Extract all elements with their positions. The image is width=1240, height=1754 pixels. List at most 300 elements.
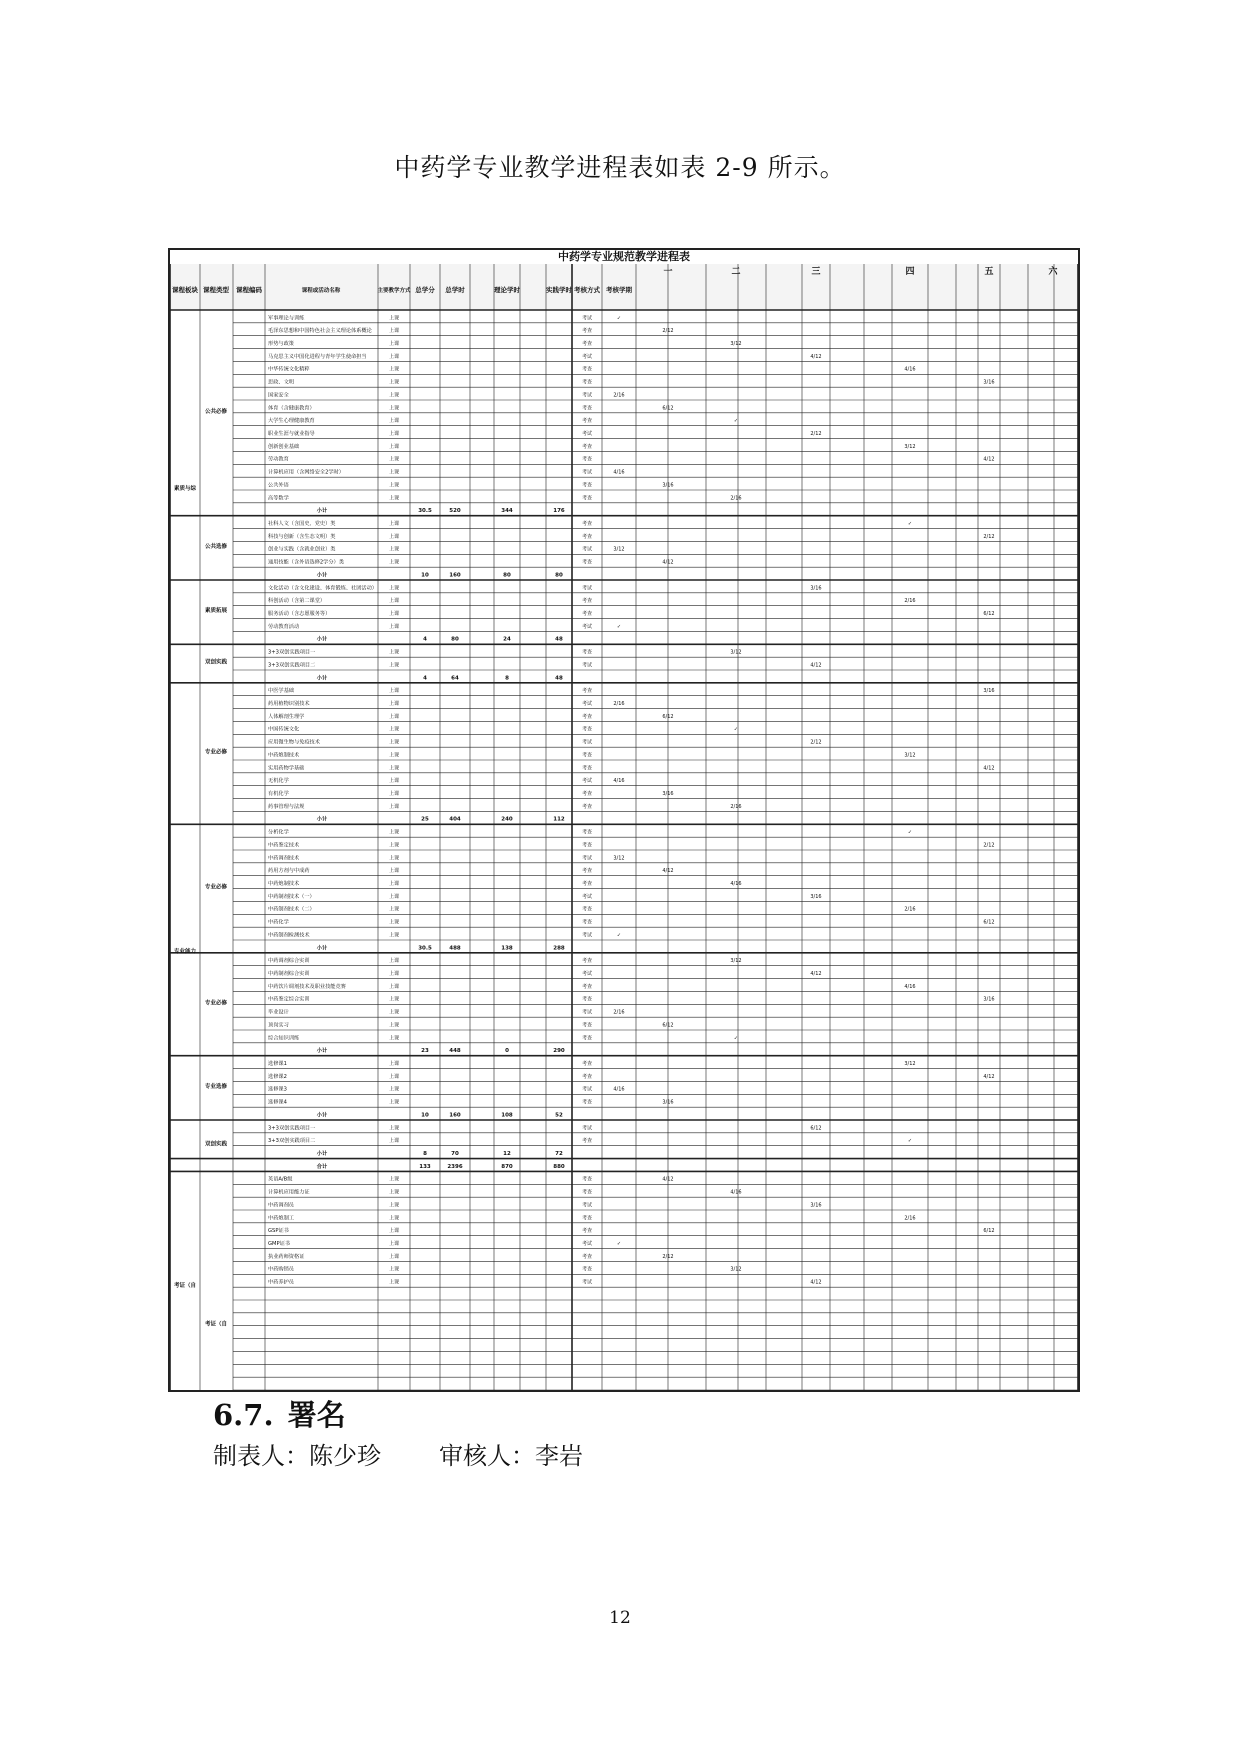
term-mark: 2/16 <box>613 1009 625 1016</box>
teaching-method: 上课 <box>388 1125 400 1132</box>
teaching-schedule-table <box>168 248 1080 1392</box>
term-mark: 6/12 <box>662 1022 674 1029</box>
term-mark: 2/16 <box>613 392 625 399</box>
exam-type: 考试 <box>581 1009 593 1016</box>
teaching-method: 上课 <box>388 790 400 797</box>
course-name: 选修课2 <box>268 1073 287 1080</box>
exam-type: 考查 <box>581 983 593 990</box>
exam-type: 考查 <box>581 610 593 617</box>
course-name: 药事管理与法规 <box>268 803 305 810</box>
course-name: 中国传统文化 <box>268 726 300 733</box>
subtotal-credits: 10 <box>421 1112 429 1119</box>
header-13: 二 <box>731 267 741 277</box>
term-mark: 3/16 <box>810 585 822 592</box>
term-mark: ✓ <box>616 932 622 939</box>
teaching-method: 上课 <box>388 1086 400 1093</box>
term-mark: 4/12 <box>662 559 674 566</box>
term-mark: 2/16 <box>904 1215 916 1222</box>
subtotal-hours: 160 <box>449 572 461 579</box>
subtotal-credits: 10 <box>421 572 429 579</box>
exam-type: 考查 <box>581 752 593 759</box>
term-mark: 3/12 <box>730 958 742 965</box>
exam-type: 考查 <box>581 456 593 463</box>
term-mark: 4/16 <box>730 1189 742 1196</box>
exam-type: 考查 <box>581 1060 593 1067</box>
term-mark: 3/12 <box>904 1060 916 1067</box>
term-mark: 2/12 <box>983 533 995 540</box>
term-mark: 4/12 <box>662 868 674 875</box>
section-label: 专业必修 <box>204 1000 228 1007</box>
teaching-method: 上课 <box>388 713 400 720</box>
teaching-method: 上课 <box>388 1189 400 1196</box>
subtotal-practice: 880 <box>553 1163 565 1170</box>
course-name: 人体解剖生理学 <box>268 713 305 720</box>
course-name: 马克思主义中国化进程与青年学生使命担当 <box>268 353 367 360</box>
subtotal-hours: 80 <box>451 636 459 643</box>
teaching-method: 上课 <box>388 829 400 836</box>
term-mark: 4/12 <box>810 662 822 669</box>
teaching-method: 上课 <box>388 996 400 1003</box>
term-mark: 6/12 <box>983 919 995 926</box>
term-mark: 4/16 <box>613 778 625 785</box>
term-mark: 2/16 <box>904 906 916 913</box>
exam-type: 考查 <box>581 726 593 733</box>
exam-type: 考试 <box>581 1240 593 1247</box>
header-17: 六 <box>1048 267 1058 277</box>
block-label: 素质与综 <box>173 486 197 492</box>
course-name: 选修课4 <box>268 1099 287 1106</box>
term-mark: 2/16 <box>730 803 742 810</box>
term-mark: 4/12 <box>810 353 822 360</box>
header-11: 考核学期 <box>606 286 632 294</box>
term-mark: 3/16 <box>810 893 822 900</box>
intro-text: 中药学专业教学进程表如表 2-9 所示。 <box>394 153 846 182</box>
teaching-method: 上课 <box>388 880 400 887</box>
header-12: 一 <box>663 267 673 277</box>
exam-type: 考查 <box>581 1253 593 1260</box>
subtotal-practice: 176 <box>553 508 565 515</box>
teaching-method: 上课 <box>388 893 400 900</box>
subtotal-label: 小计 <box>316 945 328 952</box>
subtotal-practice: 80 <box>555 572 563 579</box>
exam-type: 考试 <box>581 700 593 707</box>
term-mark: 3/16 <box>983 996 995 1003</box>
teaching-method: 上课 <box>388 1279 400 1286</box>
exam-type: 考试 <box>581 893 593 900</box>
term-mark: ✓ <box>733 726 739 733</box>
term-mark: 4/12 <box>983 765 995 772</box>
course-name: 药用植物识别技术 <box>268 700 310 707</box>
subtotal-practice: 288 <box>553 945 565 952</box>
exam-type: 考试 <box>581 315 593 322</box>
course-name: 军事理论与训练 <box>268 315 305 322</box>
exam-type: 考查 <box>581 533 593 540</box>
teaching-method: 上课 <box>388 1035 400 1042</box>
teaching-method: 上课 <box>388 456 400 463</box>
exam-type: 考试 <box>581 585 593 592</box>
subtotal-practice: 48 <box>555 675 563 682</box>
course-name: 选修课1 <box>268 1060 287 1067</box>
course-name: GSP证书 <box>268 1228 289 1235</box>
term-mark: ✓ <box>907 1138 913 1145</box>
term-mark: 4/16 <box>904 983 916 990</box>
term-mark: 3/12 <box>904 443 916 450</box>
subtotal-credits: 8 <box>423 1150 427 1157</box>
course-name: 应用微生物与免疫技术 <box>268 739 320 746</box>
subtotal-label: 小计 <box>316 1112 328 1119</box>
course-name: 文化活动（含文化建设、体育锻炼、社团活动） <box>268 585 377 592</box>
section-label: 专业必修 <box>204 884 228 891</box>
course-name: 中药鉴定技术 <box>268 842 300 849</box>
exam-type: 考查 <box>581 996 593 1003</box>
subtotal-hours: 404 <box>449 816 461 823</box>
subtotal-label: 小计 <box>316 816 328 823</box>
header-2: 课程类型 <box>203 286 229 294</box>
exam-type: 考试 <box>581 1279 593 1286</box>
course-name: 形势与政策 <box>268 340 294 347</box>
block-label: 专业能力 <box>173 948 197 955</box>
subtotal-hours: 160 <box>449 1112 461 1119</box>
teaching-method: 上课 <box>388 598 400 605</box>
header-7: 总学时 <box>445 286 465 294</box>
header-8: 理论学时 <box>494 286 520 294</box>
term-mark: ✓ <box>733 418 739 425</box>
exam-type: 考查 <box>581 418 593 425</box>
teaching-method: 上课 <box>388 1022 400 1029</box>
subtotal-theory: 138 <box>501 945 513 952</box>
term-mark: 6/12 <box>983 610 995 617</box>
course-name: 3+3双创实践项目二 <box>268 662 316 669</box>
course-name: 顶岗实习 <box>268 1022 289 1029</box>
course-name: 劳动教育活动 <box>268 623 300 630</box>
teaching-method: 上课 <box>388 726 400 733</box>
exam-type: 考试 <box>581 970 593 977</box>
exam-type: 考查 <box>581 1099 593 1106</box>
header-16: 五 <box>984 267 994 277</box>
teaching-method: 上课 <box>388 482 400 489</box>
term-mark: ✓ <box>616 1240 622 1247</box>
exam-type: 考查 <box>581 379 593 386</box>
course-name: 毛泽东思想和中国特色社会主义理论体系概论 <box>268 328 372 335</box>
course-name: 中药调剂综合实训 <box>268 958 310 965</box>
teaching-method: 上课 <box>388 430 400 437</box>
course-name: 3+3双创实践项目二 <box>268 1138 316 1145</box>
subtotal-label: 小计 <box>316 636 328 643</box>
header-9: 实践学时 <box>546 286 572 294</box>
exam-type: 考查 <box>581 649 593 656</box>
section-label: 素质拓展 <box>204 608 228 615</box>
course-name: 科技与创新（含生态文明）类 <box>268 533 336 540</box>
subtotal-credits: 23 <box>421 1048 429 1055</box>
subtotal-theory: 24 <box>503 636 511 643</box>
teaching-method: 上课 <box>388 842 400 849</box>
term-mark: 2/12 <box>810 739 822 746</box>
exam-type: 考查 <box>581 443 593 450</box>
exam-type: 考试 <box>581 662 593 669</box>
signature-line <box>213 1436 583 1471</box>
exam-type: 考试 <box>581 546 593 553</box>
course-name: GMP证书 <box>268 1240 290 1247</box>
term-mark: ✓ <box>907 829 913 836</box>
exam-type: 考查 <box>581 842 593 849</box>
course-name: 中药调剂技术 <box>268 855 300 862</box>
teaching-method: 上课 <box>388 778 400 785</box>
exam-type: 考试 <box>581 353 593 360</box>
teaching-method: 上课 <box>388 443 400 450</box>
subtotal-theory: 870 <box>501 1163 513 1170</box>
teaching-method: 上课 <box>388 649 400 656</box>
teaching-method: 上课 <box>388 919 400 926</box>
teaching-method: 上课 <box>388 765 400 772</box>
course-name: 英语A/B级 <box>268 1176 293 1183</box>
teaching-method: 上课 <box>388 868 400 875</box>
exam-type: 考试 <box>581 430 593 437</box>
teaching-method: 上课 <box>388 328 400 335</box>
teaching-method: 上课 <box>388 418 400 425</box>
course-name: 体育（含健康教育） <box>268 405 315 412</box>
teaching-method: 上课 <box>388 1228 400 1235</box>
exam-type: 考查 <box>581 906 593 913</box>
exam-type: 考查 <box>581 688 593 695</box>
exam-type: 考查 <box>581 559 593 566</box>
subtotal-credits: 25 <box>421 816 429 823</box>
subtotal-theory: 344 <box>501 508 513 515</box>
term-mark: 2/16 <box>904 598 916 605</box>
page-number: 12 <box>609 1608 631 1628</box>
term-mark: 4/16 <box>730 880 742 887</box>
term-mark: 6/12 <box>810 1125 822 1132</box>
exam-type: 考查 <box>581 1215 593 1222</box>
course-name: 大学生心理健康教育 <box>268 418 315 425</box>
term-mark: 3/16 <box>662 482 674 489</box>
course-name: 中药化学 <box>268 919 289 926</box>
course-name: 药用方剂与中成药 <box>268 868 310 875</box>
course-name: 中药鉴定综合实训 <box>268 996 310 1003</box>
subtotal-credits: 30.5 <box>418 945 432 952</box>
teaching-method: 上课 <box>388 366 400 373</box>
teaching-method: 上课 <box>388 495 400 502</box>
table-reviewer: 审核人：李岩 <box>439 1442 583 1470</box>
exam-type: 考查 <box>581 520 593 527</box>
subtotal-credits: 30.5 <box>418 508 432 515</box>
exam-type: 考查 <box>581 880 593 887</box>
subtotal-hours: 64 <box>451 675 459 682</box>
term-mark: ✓ <box>733 1035 739 1042</box>
exam-type: 考试 <box>581 469 593 476</box>
exam-type: 考查 <box>581 340 593 347</box>
course-name: 中药制剂技术（二） <box>268 906 315 913</box>
exam-type: 考试 <box>581 932 593 939</box>
course-name: 计算机应用（含网络安全2学时） <box>268 469 344 476</box>
exam-type: 考查 <box>581 790 593 797</box>
term-mark: 4/16 <box>904 366 916 373</box>
term-mark: 3/12 <box>730 340 742 347</box>
exam-type: 考查 <box>581 366 593 373</box>
teaching-method: 上课 <box>388 533 400 540</box>
subtotal-hours: 2396 <box>447 1163 463 1170</box>
subtotal-practice: 290 <box>553 1048 565 1055</box>
course-name: 中药制剂检测技术 <box>268 932 310 939</box>
exam-type: 考查 <box>581 328 593 335</box>
exam-type: 考查 <box>581 868 593 875</box>
exam-type: 考查 <box>581 803 593 810</box>
header-1: 课程板块 <box>172 286 198 294</box>
section-label: 专业选修 <box>204 1083 228 1090</box>
course-name: 无机化学 <box>268 778 289 785</box>
exam-type: 考查 <box>581 495 593 502</box>
table-title: 中药学专业规范教学进程表 <box>170 250 1078 265</box>
teaching-method: 上课 <box>388 1253 400 1260</box>
subtotal-practice: 48 <box>555 636 563 643</box>
exam-type: 考查 <box>581 1266 593 1273</box>
term-mark: 3/12 <box>730 1266 742 1273</box>
course-name: 分析化学 <box>268 829 289 836</box>
exam-type: 考查 <box>581 598 593 605</box>
teaching-method: 上课 <box>388 1099 400 1106</box>
course-name: 有机化学 <box>268 790 289 797</box>
course-name: 服务活动（含志愿服务等） <box>268 610 331 617</box>
term-mark: 2/12 <box>810 430 822 437</box>
exam-type: 考试 <box>581 392 593 399</box>
subtotal-label: 小计 <box>316 1150 328 1157</box>
course-name: 创新创业基础 <box>268 443 300 450</box>
subtotal-label: 合计 <box>316 1163 328 1170</box>
teaching-method: 上课 <box>388 546 400 553</box>
teaching-method: 上课 <box>388 1060 400 1067</box>
course-name: 创业与实践（含就业创业）类 <box>268 546 336 553</box>
teaching-method: 上课 <box>388 855 400 862</box>
teaching-method: 上课 <box>388 1266 400 1273</box>
course-name: 实用药物学基础 <box>268 765 305 772</box>
section-label: 公共必修 <box>204 408 228 415</box>
course-name: 中药饮片调剂技术及职业技能竞赛 <box>268 983 346 990</box>
exam-type: 考试 <box>581 623 593 630</box>
term-mark: 3/16 <box>983 379 995 386</box>
teaching-method: 上课 <box>388 1202 400 1209</box>
term-mark: 4/12 <box>810 970 822 977</box>
course-name: 国家安全 <box>268 392 289 399</box>
subtotal-practice: 52 <box>555 1112 563 1119</box>
exam-type: 考查 <box>581 765 593 772</box>
term-mark: 3/16 <box>662 790 674 797</box>
teaching-method: 上课 <box>388 983 400 990</box>
teaching-method: 上课 <box>388 469 400 476</box>
course-name: 执业药师资格证 <box>268 1253 305 1260</box>
subtotal-hours: 70 <box>451 1150 459 1157</box>
teaching-method: 上课 <box>388 623 400 630</box>
section-label: 公共选修 <box>204 543 228 550</box>
exam-type: 考试 <box>581 1125 593 1132</box>
exam-type: 考试 <box>581 1086 593 1093</box>
exam-type: 考查 <box>581 405 593 412</box>
term-mark: 3/16 <box>983 688 995 695</box>
teaching-method: 上课 <box>388 958 400 965</box>
teaching-method: 上课 <box>388 1009 400 1016</box>
teaching-method: 上课 <box>388 559 400 566</box>
course-name: 中药购销员 <box>268 1266 294 1273</box>
exam-type: 考试 <box>581 855 593 862</box>
section-label: 双创实践 <box>204 1141 228 1148</box>
subtotal-practice: 112 <box>553 816 565 823</box>
subtotal-theory: 12 <box>503 1150 511 1157</box>
exam-type: 考查 <box>581 1228 593 1235</box>
term-mark: 2/12 <box>983 842 995 849</box>
term-mark: 3/12 <box>904 752 916 759</box>
section-heading <box>213 1393 360 1434</box>
course-name: 公共外语 <box>268 482 289 489</box>
section-label: 双创实践 <box>204 659 228 666</box>
exam-type: 考查 <box>581 482 593 489</box>
course-name: 中药炮制技术 <box>268 752 300 759</box>
term-mark: 3/12 <box>613 855 625 862</box>
course-name: 科创活动（含第二课堂） <box>268 598 326 605</box>
teaching-method: 上课 <box>388 353 400 360</box>
teaching-method: 上课 <box>388 315 400 322</box>
subtotal-label: 小计 <box>316 572 328 579</box>
term-mark: 3/12 <box>613 546 625 553</box>
exam-type: 考查 <box>581 829 593 836</box>
exam-type: 考试 <box>581 1202 593 1209</box>
header-3: 课程编码 <box>236 286 262 294</box>
exam-type: 考查 <box>581 1073 593 1080</box>
exam-type: 考查 <box>581 1022 593 1029</box>
course-name: 中医学基础 <box>268 688 294 695</box>
teaching-method: 上课 <box>388 405 400 412</box>
course-name: 综合知识训练 <box>268 1035 300 1042</box>
term-mark: 2/12 <box>662 328 674 335</box>
course-name: 选修课3 <box>268 1086 287 1093</box>
course-name: 通用技能（含外语选修2学分）类 <box>268 559 344 566</box>
table-maker: 制表人：陈少珍 <box>213 1442 381 1470</box>
teaching-method: 上课 <box>388 379 400 386</box>
term-mark: ✓ <box>907 520 913 527</box>
teaching-method: 上课 <box>388 688 400 695</box>
course-name: 思政、文明 <box>268 379 294 386</box>
header-14: 三 <box>811 267 821 277</box>
term-mark: 6/12 <box>983 1228 995 1235</box>
subtotal-credits: 4 <box>423 675 427 682</box>
term-mark: 3/16 <box>662 1099 674 1106</box>
section-number: 6.7. <box>213 1398 274 1432</box>
course-name: 劳动教育 <box>268 456 289 463</box>
exam-type: 考查 <box>581 1189 593 1196</box>
teaching-method: 上课 <box>388 340 400 347</box>
header-6: 总学分 <box>415 286 435 294</box>
subtotal-hours: 448 <box>449 1048 461 1055</box>
term-mark: 3/16 <box>810 1202 822 1209</box>
subtotal-hours: 520 <box>449 508 461 515</box>
course-name: 中药调剂员 <box>268 1202 294 1209</box>
term-mark: 4/12 <box>983 456 995 463</box>
term-mark: 6/12 <box>662 713 674 720</box>
teaching-method: 上课 <box>388 610 400 617</box>
teaching-method: 上课 <box>388 752 400 759</box>
exam-type: 考试 <box>581 778 593 785</box>
teaching-method: 上课 <box>388 662 400 669</box>
term-mark: 4/16 <box>613 469 625 476</box>
teaching-method: 上课 <box>388 932 400 939</box>
section-title: 署名 <box>287 1398 346 1432</box>
teaching-method: 上课 <box>388 1215 400 1222</box>
header-4: 课程或活动名称 <box>301 288 341 294</box>
exam-type: 考查 <box>581 919 593 926</box>
section-label: 专业必修 <box>204 749 228 756</box>
term-mark: 2/16 <box>613 700 625 707</box>
course-name: 毕业设计 <box>268 1009 289 1016</box>
header-15: 四 <box>905 267 915 277</box>
term-mark: 2/16 <box>730 495 742 502</box>
teaching-method: 上课 <box>388 906 400 913</box>
